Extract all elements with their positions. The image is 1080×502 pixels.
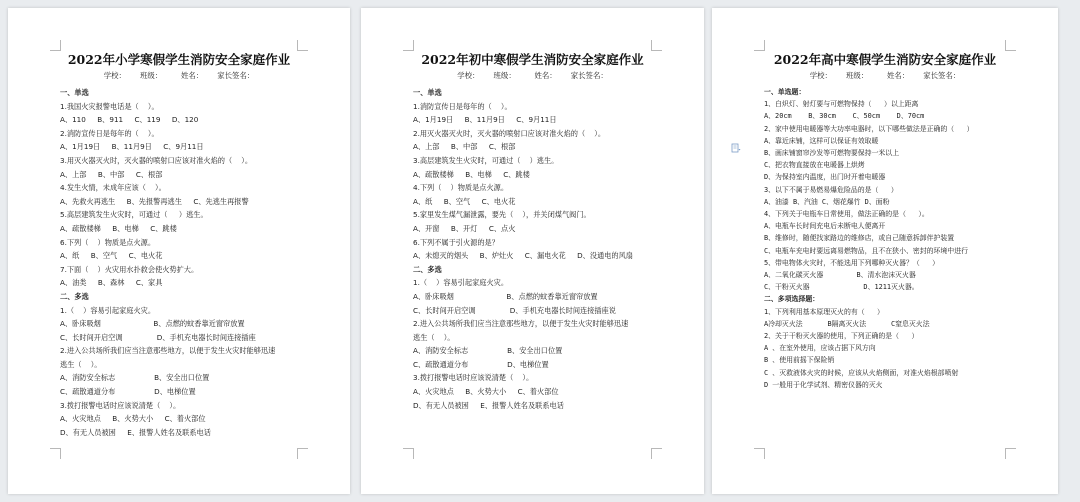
text-line: 1.（ ）容易引起家庭火灾。 xyxy=(60,305,156,315)
text-line: A、疏散楼梯 B、电梯 C、跳楼 xyxy=(413,169,530,179)
text-line: B、画床铺窗帘沙发等可燃物要保持一米以上 xyxy=(764,149,900,158)
margin-corner-mark xyxy=(651,448,662,459)
text-line: A、先救火再逃生 B、先报警再逃生 C、先逃生再报警 xyxy=(60,196,249,206)
text-line: A、卧床吸烟 B、点燃的蚊香靠近窗帘放置 xyxy=(413,291,598,301)
text-line: C、干粉灭火器 D、1211灭火器。 xyxy=(764,283,919,292)
margin-corner-mark xyxy=(297,448,308,459)
text-line: D、有无人员被困 E、报警人姓名及联系电话 xyxy=(413,400,564,410)
text-line: A、消防安全标志 B、安全出口位置 xyxy=(413,346,563,356)
text-line: A、靠近床铺，这样可以保证有效取暖 xyxy=(764,136,879,145)
text-line: A、未熄灭的烟头 B、炉灶火 C、漏电火花 D、没通电的风扇 xyxy=(413,251,633,261)
page-title: 2022年初中寒假学生消防安全家庭作业 xyxy=(421,52,644,67)
text-line: A、1月19日 B、11月9日 C、9月11日 xyxy=(413,115,557,125)
text-line: 2.消防宣传日是每年的（ ）。 xyxy=(60,128,159,138)
text-line: 3.用灭火器灭火时，灭火器的喷射口应该对准火焰的（ ）。 xyxy=(60,155,253,165)
text-line: C、疏散通道分布 D、电梯位置 xyxy=(60,387,196,397)
text-line: B 、使用前摇下保险销 xyxy=(764,356,835,365)
text-line: A、110 B、911 C、119 D、120 xyxy=(60,115,199,125)
text-line: 一、单选 xyxy=(60,88,89,97)
text-line: C、电瓶车充电时要远离易燃物品，且不在狭小、密封的环境中进行 xyxy=(764,246,968,255)
question-list xyxy=(764,86,1006,391)
text-line: 5.高层建筑发生火灾时，可通过（ ）逃生。 xyxy=(60,210,208,220)
text-line: 二、多选 xyxy=(413,264,442,274)
document-page-primary xyxy=(8,8,350,494)
text-line: C、疏散通道分布 D、电梯位置 xyxy=(413,359,549,369)
text-line: 二、多项选择题： xyxy=(764,295,820,304)
student-info-line: 学校： 班级： 姓名： 家长签名： xyxy=(103,71,255,80)
text-line: 5.家里发生煤气漏泄露，要先（ ），并关闭煤气阀门。 xyxy=(413,210,591,220)
text-line: 2.用灭火器灭火时，灭火器的喷射口应该对准火焰的（ ）。 xyxy=(413,128,606,138)
text-line: 一、单选题： xyxy=(764,88,806,96)
text-line: A、油类 B、森林 C、家具 xyxy=(60,278,163,288)
text-line: C、长时间开启空调 D、手机充电器长时间连接插座 xyxy=(60,332,256,342)
text-line: 一、单选 xyxy=(413,88,442,97)
margin-corner-mark xyxy=(1005,448,1016,459)
text-line: A冷却灭火法 B隔离灭火法 C窒息灭火法 xyxy=(764,319,930,328)
text-line: D、有无人员被困 E、报警人姓名及联系电话 xyxy=(60,427,211,437)
text-line: 7.下面（ ）火灾用水扑救会使火势扩大。 xyxy=(60,264,199,274)
text-line: A、油漆 B、汽油 C、烟花爆竹 D、面粉 xyxy=(764,197,890,206)
student-info-line: 学校： 班级： 姓名： 家长签名： xyxy=(457,71,608,80)
text-line: C、把衣物直接放在电暖器上烘烤 xyxy=(764,161,865,170)
page-title: 2022年高中寒假学生消防安全家庭作业 xyxy=(773,52,997,67)
text-line: 1.（ ）容易引起家庭火灾。 xyxy=(413,278,509,288)
text-line: A、1月19日 B、11月9日 C、9月11日 xyxy=(60,142,204,152)
text-line: A、火灾地点 B、火势大小 C、着火部位 xyxy=(413,387,559,397)
text-line: 3.拨打报警电话时应该说清楚（ ）。 xyxy=(413,373,534,383)
text-line: A、卧床吸烟 B、点燃的蚊香靠近窗帘放置 xyxy=(60,319,245,329)
text-line: 6.下列（ ）物质是点火源。 xyxy=(60,237,156,247)
text-line: 4.发生火情，未成年应该（ ）。 xyxy=(60,183,166,193)
margin-corner-mark xyxy=(754,448,765,459)
text-line: 1、下列利用基本原理灭火的有（ ） xyxy=(764,307,884,316)
text-line: 逃生（ ）。 xyxy=(413,332,455,342)
document-page-junior xyxy=(361,8,704,494)
text-line: 4.下列（ ）物质是点火源。 xyxy=(413,183,509,193)
text-line: A、电瓶车长时间充电后未断电人便离开 xyxy=(764,222,886,231)
text-line: 1、白炽灯、射灯要与可燃物保持（ ）以上距离 xyxy=(764,100,919,109)
text-line: A、20cm B、30cm C、50cm D、70cm xyxy=(764,112,925,121)
text-line: A、纸 B、空气 C、电火花 xyxy=(60,251,163,261)
text-line: A、消防安全标志 B、安全出口位置 xyxy=(60,373,210,383)
text-line: A、火灾地点 B、火势大小 C、着火部位 xyxy=(60,414,206,424)
text-line: 二、多选 xyxy=(60,291,89,301)
text-line: 3.高层建筑发生火灾时，可通过（ ）逃生。 xyxy=(413,155,559,165)
text-line: A、二氧化碳灭火器 B、清水泡沫灭火器 xyxy=(764,271,916,280)
text-line: D 一般用于化学试剂、精密仪器的灭火 xyxy=(764,380,883,389)
text-line: 5、带电物体火灾时，不能选用下列哪种灭火器？（ ） xyxy=(764,258,940,267)
text-line: A、疏散楼梯 B、电梯 C、跳楼 xyxy=(60,223,177,233)
text-line: 逃生（ ）。 xyxy=(60,359,102,369)
text-line: A、纸 B、空气 C、电火花 xyxy=(413,196,516,206)
text-line: 1.消防宣传日是每年的（ ）。 xyxy=(413,101,512,111)
paragraph-options-icon[interactable] xyxy=(731,143,741,154)
margin-corner-mark xyxy=(403,448,414,459)
text-line: 2.进入公共场所我们应当注意那些地方，以便于发生火灾时能够迅速 xyxy=(413,319,629,329)
text-line: C、长时间开启空调 D、手机充电器长时间连接插座说 xyxy=(413,305,616,315)
margin-corner-mark xyxy=(50,448,61,459)
text-line: A、上部 B、中部 C、根部 xyxy=(60,169,163,179)
question-list xyxy=(413,86,674,412)
text-line: 3.拨打报警电话时应该说清楚（ ）。 xyxy=(60,400,181,410)
student-info-line: 学校： 班级： 姓名： 家长签名： xyxy=(809,71,961,80)
text-line: 4、下列关于电瓶车日常使用，做法正确的是（ ）。 xyxy=(764,210,929,219)
document-page-senior xyxy=(712,8,1058,494)
text-line: D、为保持室内温度，出门时开着电暖器 xyxy=(764,173,886,182)
text-line: 6.下列不属于引火源的是？ xyxy=(413,237,499,247)
text-line: 1.我国火灾报警电话是（ ）。 xyxy=(60,101,159,111)
text-line: A、开窗 B、开灯 C、点火 xyxy=(413,223,516,233)
text-line: 3、以下不属于易燃易爆危险品的是（ ） xyxy=(764,185,898,194)
text-line: A 、在室外使用，应该占据下风方向 xyxy=(764,344,876,353)
question-list xyxy=(60,86,320,439)
text-line: A、上部 B、中部 C、根部 xyxy=(413,142,516,152)
text-line: 2、关于干粉灭火器的使用，下列正确的是（ ） xyxy=(764,332,919,341)
text-line: 2、家中使用电暖器等大功率电器时，以下哪些做法是正确的（ ） xyxy=(764,124,974,133)
text-line: 2.进入公共场所我们应当注意那些地方，以便于发生火灾时能够迅速 xyxy=(60,346,276,356)
text-line: C 、灭救液体火灾的时候，应该从火焰侧面，对准火焰根部喷射 xyxy=(764,368,959,377)
page-title: 2022年小学寒假学生消防安全家庭作业 xyxy=(67,52,291,67)
text-line: B、维修时，随便找家路边的维修店，或自己随意拆卸伴护装置 xyxy=(764,234,955,243)
